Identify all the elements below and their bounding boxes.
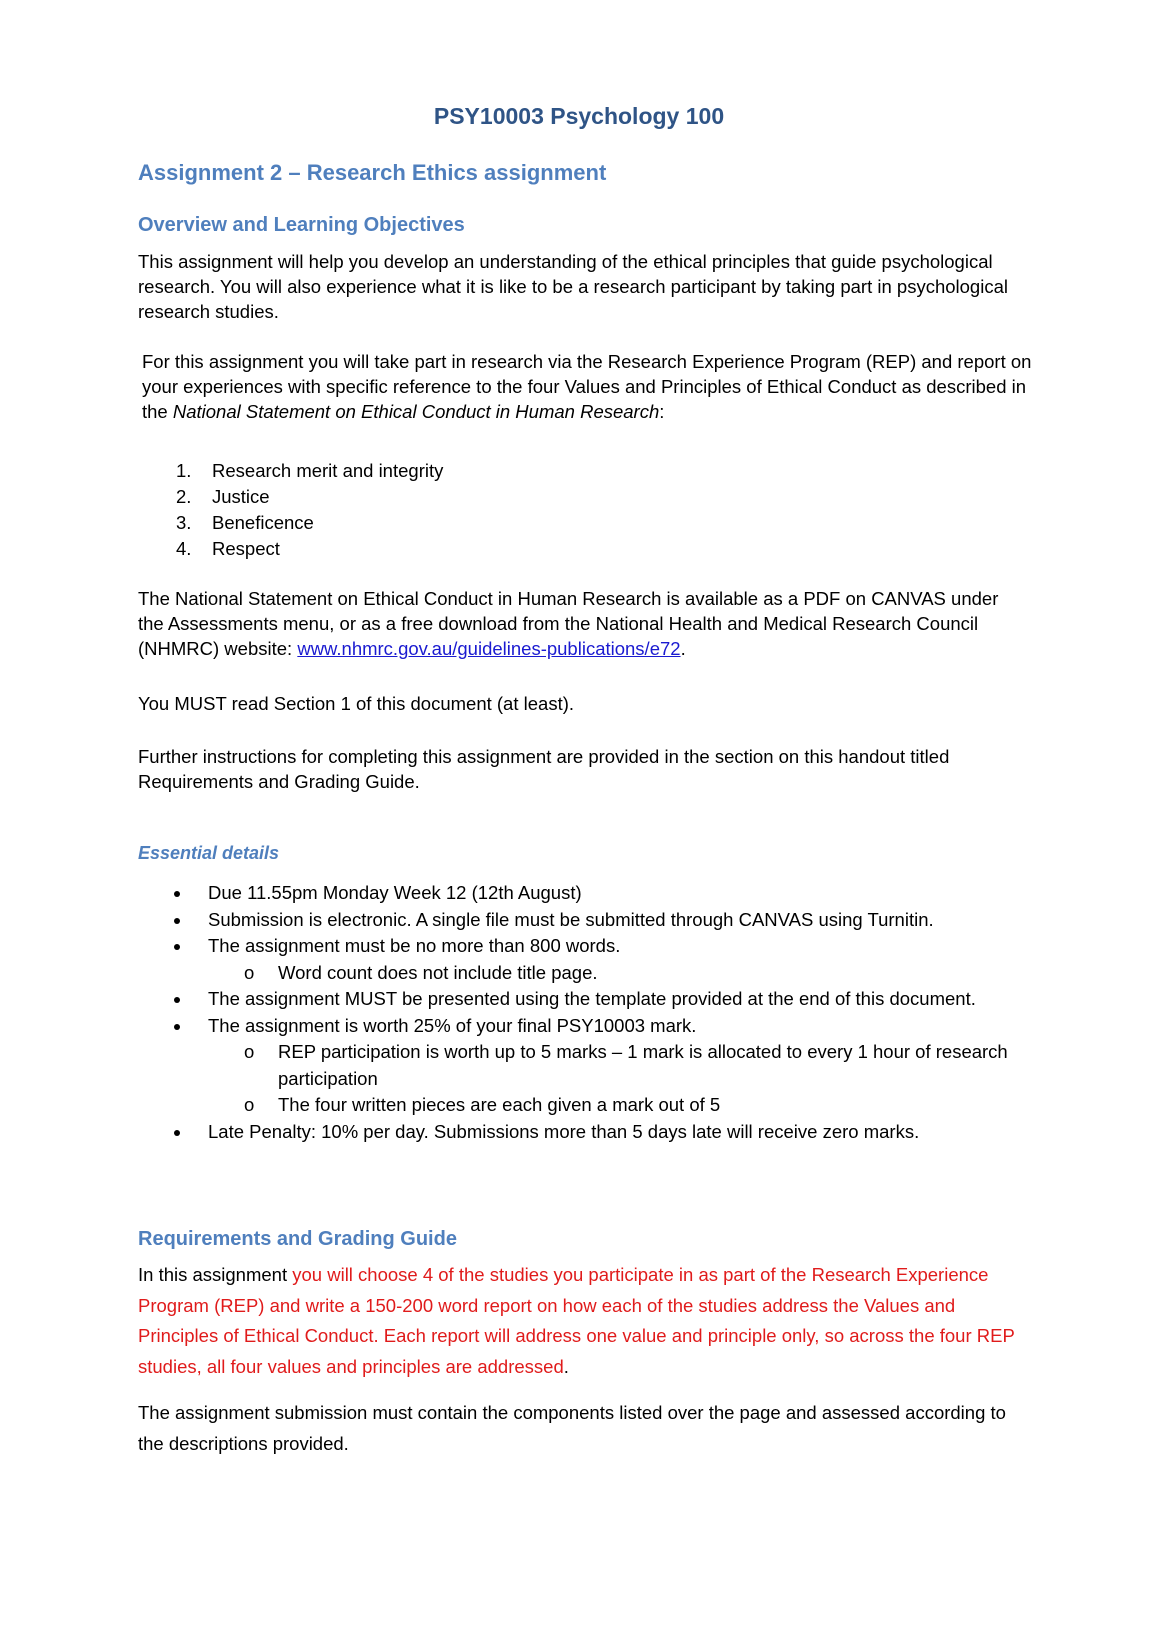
list-item	[170, 1119, 1030, 1146]
list-text: Respect	[212, 538, 280, 559]
assignment-heading: Assignment 2 – Research Ethics assignment	[138, 160, 607, 185]
list-item	[176, 484, 443, 510]
rep-paragraph	[142, 349, 1032, 424]
list-text: The assignment must be no more than 800 words.	[208, 935, 621, 956]
list-text: Justice	[212, 486, 270, 507]
overview-heading: Overview and Learning Objectives	[138, 214, 465, 236]
list-item	[170, 986, 1030, 1013]
list-item	[170, 1013, 1030, 1040]
essential-details-heading: Essential details	[138, 843, 280, 863]
sub-list-item	[244, 1092, 1030, 1119]
section-one-paragraph: You MUST read Section 1 of this document (at least).	[138, 693, 575, 714]
overview-text: This assignment will help you develop an understanding of the ethical principles that guide psychological research. You will also experience what it is like to be a research participant by taking part in psychological research studies.	[138, 251, 1008, 322]
bullet-icon	[170, 880, 208, 907]
list-item	[170, 880, 1030, 907]
sub-bullet-icon: o	[244, 961, 255, 983]
list-text: Late Penalty: 10% per day. Submissions more than 5 days late will receive zero marks.	[208, 1120, 920, 1142]
requirements-heading: Requirements and Grading Guide	[138, 1228, 457, 1250]
sub-bullet-icon: o	[244, 1094, 255, 1115]
requirements-paragraph	[138, 1260, 1028, 1382]
list-item	[176, 458, 443, 484]
rep-text-lead: For this assignment you will take part in research via the Research Experience Program (REP) and report on your experiences with specific reference to the four Values and Principles of Ethical Conduct as described in the	[142, 351, 1032, 422]
requirements-text	[138, 1260, 1028, 1382]
sub-bullet-icon: o	[244, 1041, 255, 1062]
list-item	[176, 510, 443, 536]
list-item	[170, 933, 1030, 960]
list-text: The four written pieces are each given a mark out of 5	[278, 1094, 721, 1115]
sub-list-item	[244, 960, 1030, 987]
bullet-icon	[170, 1119, 208, 1146]
list-number: 4.	[176, 538, 192, 559]
national-statement-italic: National Statement on Ethical Conduct in Human Research	[172, 401, 660, 422]
principles-list	[176, 458, 443, 562]
requirements-lead: In this assignment	[138, 1264, 293, 1285]
bullet-icon	[170, 986, 208, 1013]
list-text: REP participation is worth up to 5 marks – 1 mark is allocated to every 1 hour of research participation	[278, 1041, 1008, 1089]
rep-text	[142, 349, 1032, 424]
national-statement-lead: The National Statement on Ethical Conduct in Human Research is available as a PDF on CANVAS under the Assessments menu, or as a free download from the National Health and Medical Research Council (NHMRC) website:	[138, 588, 999, 659]
bullet-icon	[170, 1013, 208, 1040]
requirements-highlight: you will choose 4 of the studies you participate in as part of the Research Experience Program (REP) and write a 150-200 word report on how each of the studies address the Values and Principles of Ethical Conduct. Each report will address one value and principle only, so across the four REP studies, all four values and principles are addressed	[138, 1264, 1015, 1377]
bullet-icon	[170, 933, 208, 960]
document-title: PSY10003 Psychology 100	[433, 103, 725, 129]
list-text: Beneficence	[212, 512, 314, 533]
list-number: 1.	[176, 460, 192, 481]
list-text: The assignment is worth 25% of your final PSY10003 mark.	[208, 1014, 697, 1036]
list-text: Word count does not include title page.	[278, 961, 598, 983]
list-number: 2.	[176, 486, 192, 507]
list-text: Due 11.55pm Monday Week 12 (12th August)	[208, 882, 582, 903]
list-number: 3.	[176, 512, 192, 533]
list-text: The assignment MUST be presented using the template provided at the end of this document.	[208, 988, 976, 1009]
national-statement-paragraph	[138, 586, 1028, 661]
bullet-icon	[170, 907, 208, 934]
requirements-tail: .	[563, 1355, 569, 1377]
essential-details-list	[170, 880, 1030, 1145]
list-text: Research merit and integrity	[212, 460, 444, 481]
nhmrc-link[interactable]: www.nhmrc.gov.au/guidelines-publications/e72	[297, 638, 681, 659]
national-statement-tail: .	[680, 638, 686, 659]
list-item	[176, 536, 443, 562]
sub-list-item	[244, 1039, 1030, 1092]
further-instructions-paragraph: Further instructions for completing this assignment are provided in the section on this handout titled Requirements and Grading Guide.	[138, 746, 950, 792]
list-text: Submission is electronic. A single file must be submitted through CANVAS using Turnitin.	[208, 908, 934, 930]
list-item	[170, 907, 1030, 934]
national-statement-text	[138, 586, 1028, 661]
overview-paragraph	[138, 249, 1028, 324]
rep-text-tail: :	[659, 401, 665, 422]
submission-paragraph: The assignment submission must contain the components listed over the page and assessed according to the descriptions provided.	[138, 1402, 1006, 1454]
